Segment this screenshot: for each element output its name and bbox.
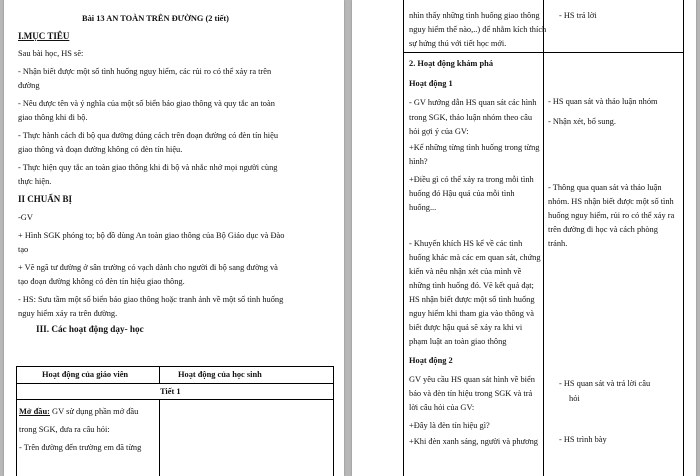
objective-4-cont: thực hiện. [18, 177, 52, 186]
activity-1-line-10: huống khác mà các em quan sát, chứng [409, 253, 541, 262]
activity-2-heading: Hoạt động 2 [409, 356, 453, 365]
warmup-line-1: Mở đầu: GV sử dụng phần mở đầu [19, 407, 139, 416]
activity-2-line-1: GV yêu cầu HS quan sát hình về biển [409, 375, 535, 384]
table-period: Tiết 1 [160, 387, 181, 396]
activity-1-line-11: kiến và nêu nhận xét của mình về [409, 267, 522, 276]
activity-2-line-5: +Khi đèn xanh sáng, người và phương [409, 437, 538, 446]
student-answer-1: - HS trả lời [559, 11, 597, 20]
teacher-label: -GV [18, 213, 33, 222]
teacher-item-2-cont: tạo đoạn đường không có đèn tín hiệu giao thông. [18, 277, 185, 286]
student-answer-4-cont: hỏi [569, 394, 580, 403]
activity-1-line-16: phạm luật an toàn giao thông [409, 337, 507, 346]
activity-1-line-3: hỏi gợi ý của GV: [409, 127, 469, 136]
activity-1-line-5: hình? [409, 157, 428, 166]
objective-2-cont: giao thông khi đi bộ. [18, 113, 88, 122]
teacher-item-2: + Vẽ ngã tư đường ở sân trường có vạch dành cho người đi bộ sang đường và [18, 263, 278, 272]
section-activities: III. Các hoạt động dạy- học [36, 324, 144, 334]
activity-2-line-2: báo và đèn tín hiệu trong SGK và trả [409, 389, 533, 398]
activity-1-line-14: nguy hiểm khi tham gia vào thông và [409, 309, 534, 318]
table-header-teacher: Hoạt động của giáo viên [42, 370, 129, 379]
student-answer-4: - HS quan sát và trả lời câu [559, 379, 651, 388]
objective-3-cont: giao thông và đoạn đường không có đèn tín hiệu. [18, 145, 183, 154]
activity-2-line-4: +Đây là đèn tín hiệu gì? [409, 421, 490, 430]
activity-1-line-12: những tình huống đó. Vẽ kết quả đạt; [409, 281, 534, 290]
warmup-line-3: - Trên đường đến trường em đã từng [19, 443, 142, 452]
lesson-title: Bài 13 AN TOÀN TRÊN ĐƯỜNG (2 tiết) [82, 14, 229, 23]
activity-1-line-15: biết được hậu quả sẽ xảy ra khi vi [409, 323, 523, 332]
conclusion-line-5: tránh. [548, 239, 568, 248]
conclusion-line-3: huống nguy hiểm, rủi ro có thể xảy ra [548, 211, 675, 220]
activity-1-line-1: - GV hướng dẫn HS quan sát các hình [409, 98, 537, 107]
intro-text: Sau bài học, HS sẽ: [18, 49, 84, 58]
objective-3: - Thực hành cách đi bộ qua đường đúng cách trên đoạn đường có đèn tín hiệu [18, 131, 279, 140]
activity-1-line-2: trong SGK, thảo luận nhóm theo câu [409, 113, 533, 122]
activity-1-heading: Hoạt động 1 [409, 79, 453, 88]
objective-1-cont: đường [18, 81, 40, 90]
page-right [352, 0, 696, 476]
student-item: - HS: Sưu tầm một số biển báo giao thông hoặc tranh ảnh về một số tình huống [18, 295, 284, 304]
section-objectives: I.MỤC TIÊU [18, 31, 70, 41]
teacher-item-1-cont: tạo [18, 245, 29, 254]
activity-1-line-7: huống đó Hậu quả của mỗi tình [409, 189, 515, 198]
objective-1: - Nhận biết được một số tình huống nguy hiểm, các rủi ro có thể xảy ra trên [18, 67, 272, 76]
objective-2: - Nêu được tên và ý nghĩa của một số biển báo giao thông và quy tắc an toàn [18, 99, 275, 108]
continued-line-2: nguy hiểm thế nào,..) để nhằm kích thích [409, 25, 547, 34]
conclusion-line-1: - Thông qua quan sát và thảo luận [548, 183, 662, 192]
page-left [4, 0, 344, 476]
continued-line-3: sự hứng thú với tiết học mới. [409, 39, 507, 48]
section-explore: 2. Hoạt động khám phá [409, 59, 494, 68]
section-preparation: II CHUẨN BỊ [18, 194, 73, 204]
activity-1-line-9: - Khuyến khích HS kể về các tình [409, 239, 523, 248]
activity-1-line-4: +Kể những từng tình huống trong từng [409, 143, 540, 152]
warmup-line-2: trong SGK, đưa ra câu hỏi: [19, 425, 110, 434]
activity-1-line-6: +Điều gì có thể xảy ra trong mỗi tình [409, 175, 534, 184]
student-answer-3: - Nhận xét, bổ sung. [548, 117, 616, 126]
activity-2-line-3: lời câu hỏi của GV: [409, 403, 475, 412]
objective-4: - Thực hiện quy tắc an toàn giao thông khi đi bộ và nhắc nhở mọi người cùng [18, 163, 278, 172]
table-header-student: Hoạt động của học sinh [178, 370, 262, 379]
activity-1-line-8: huống... [409, 203, 437, 212]
activity-1-line-13: HS nhận biết được một số tình huống [409, 295, 535, 304]
continued-line-1: nhìn thấy những tình huống giao thông [409, 11, 540, 20]
student-answer-2: - HS quan sát và thảo luận nhóm [548, 97, 658, 106]
teacher-item-1: + Hình SGK phóng to; bộ đồ dùng An toàn giao thông của Bộ Giáo dục và Đào [18, 231, 285, 240]
conclusion-line-4: trên đường đi học và cách phòng [548, 225, 658, 234]
conclusion-line-2: nhóm. HS nhận biết được một số tình [548, 197, 674, 206]
student-answer-5: - HS trình bày [559, 435, 607, 444]
student-item-cont: nguy hiểm xảy ra trên đường. [18, 309, 118, 318]
